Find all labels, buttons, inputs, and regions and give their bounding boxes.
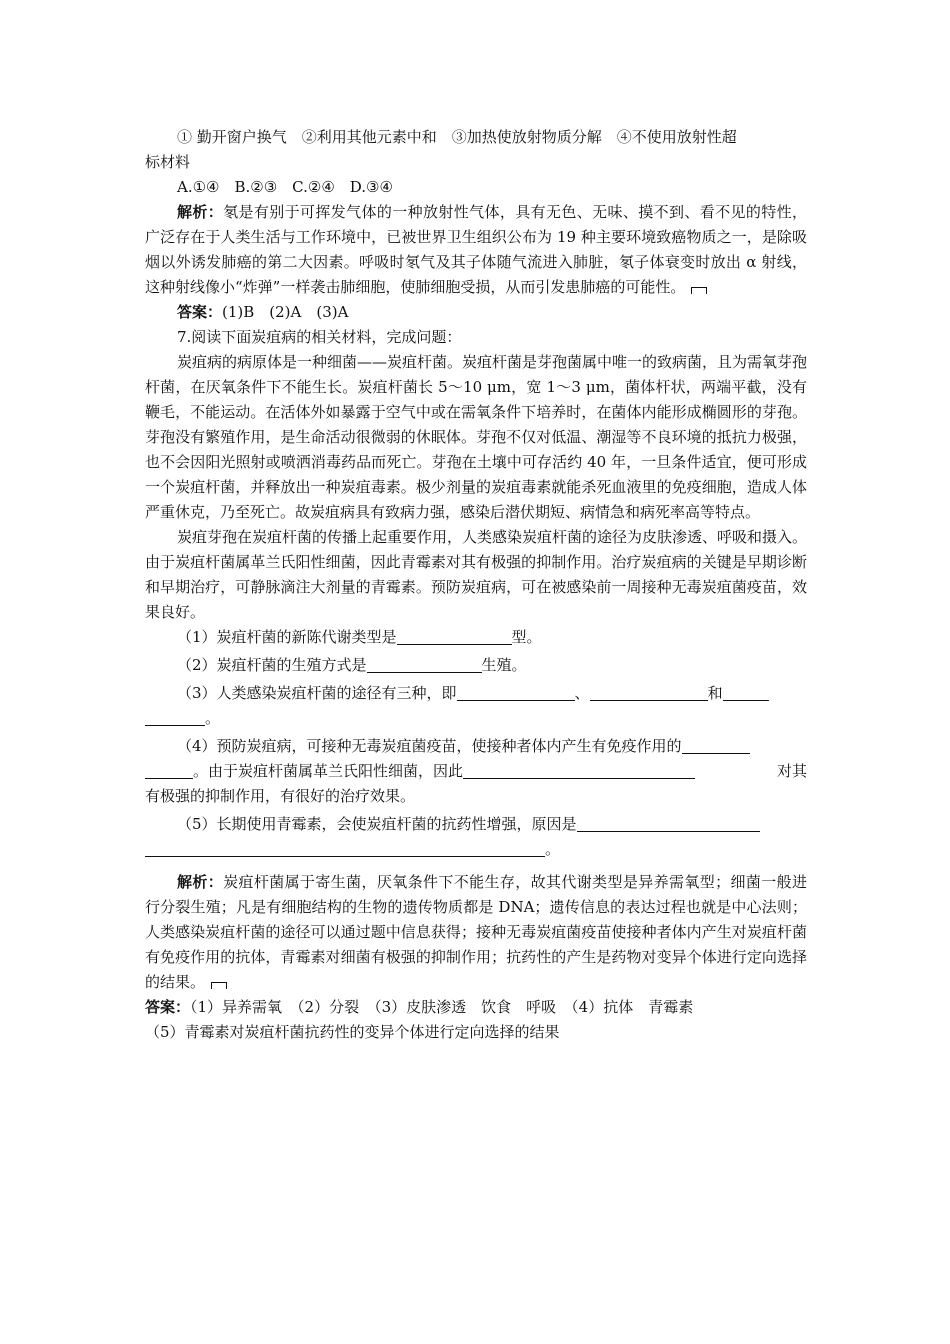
- q7-sub2: [145, 653, 807, 678]
- answer-blank[interactable]: [145, 761, 193, 779]
- answer-blank[interactable]: [682, 736, 750, 754]
- q7-sub4-mid: 。由于炭疽杆菌属革兰氏阳性细菌，因此: [193, 762, 464, 780]
- q7-sub5-end: 。: [545, 840, 561, 858]
- q6-answer-label: 答案：: [177, 303, 223, 321]
- q6-choices: A.①④ B.②③ C.②④ D.③④: [177, 178, 393, 196]
- q7-answer-label: 答案：: [145, 998, 191, 1016]
- document-page: [145, 125, 807, 1045]
- q7-sub5-line-2: [145, 837, 807, 862]
- q7-analysis-label: 解析：: [177, 873, 224, 891]
- answer-blank[interactable]: [723, 683, 769, 701]
- end-mark-icon: [211, 982, 227, 989]
- q6-options-line-2: [145, 150, 807, 175]
- q7-sub3-sep2: 和: [707, 684, 723, 702]
- q6-answer: [145, 300, 807, 325]
- answer-blank[interactable]: [457, 683, 575, 701]
- q7-sub4-line-3: 有极强的抑制作用，有很好的治疗效果。: [145, 787, 416, 805]
- end-mark-icon: [691, 287, 707, 294]
- q7-sub3-text: （3）人类感染炭疽杆菌的途径有三种，即: [177, 684, 457, 702]
- q6-answer-text: (1)B (2)A (3)A: [222, 303, 349, 321]
- answer-blank[interactable]: [577, 814, 760, 832]
- answer-blank[interactable]: [397, 627, 512, 645]
- q7-material-para-1: 炭疽病的病原体是一种细菌——炭疽杆菌。炭疽杆菌是芽孢菌属中唯一的致病菌，且为需氧芽孢杆菌，在厌氧条件下不能生长。炭疽杆菌长 5～10 μm，宽 1～3 μm，菌体杆状，两端平截，没有鞭毛，不能运动。在活体外如暴露于空气中或在需氧条件下培养时，在菌体内能形成椭圆形的芽孢。芽孢没有繁殖作用，是生命活动很微弱的休眠体。芽孢不仅对低温、潮湿等不良环境的抵抗力极强，也不会因阳光照射或喷洒消毒药品而死亡。芽孢在土壤中可存活约 40 年，一旦条件适宜，便可形成一个炭疽杆菌，并释放出一种炭疽毒素。极少剂量的炭疽毒素就能杀死血液里的免疫细胞，造成人体严重休克，乃至死亡。故炭疽病具有致病力强，感染后潜伏期短、病情急和病死率高等特点。: [145, 353, 808, 521]
- q7-sub3-line-2: [145, 706, 807, 731]
- q7-title: 7.阅读下面炭疽病的相关材料，完成问题：: [177, 328, 462, 346]
- q7-sub2-post: 生殖。: [481, 656, 527, 674]
- q6-analysis: [145, 200, 807, 300]
- q7-answer-text-1: （1）异养需氧 （2）分裂 （3）皮肤渗透 饮食 呼吸 （4）抗体 青霉素: [190, 998, 694, 1016]
- answer-blank[interactable]: [145, 708, 205, 726]
- q7-sub3: [145, 681, 807, 706]
- q7-sub4: [145, 734, 807, 759]
- q7-sub5: [145, 812, 807, 837]
- answer-blank[interactable]: [367, 655, 482, 673]
- q6-options-line: [145, 125, 807, 150]
- answer-blank[interactable]: [463, 761, 695, 779]
- q6-options-text-b: 标材料: [145, 153, 191, 171]
- q7-answer: [145, 995, 807, 1020]
- q7-sub1-text: （1）炭疽杆菌的新陈代谢类型是: [177, 628, 397, 646]
- answer-blank[interactable]: [590, 683, 708, 701]
- q7-sub1-post: 型。: [511, 628, 542, 646]
- q7-sub2-text: （2）炭疽杆菌的生殖方式是: [177, 656, 367, 674]
- q7-answer-line-2: （5）青霉素对炭疽杆菌抗药性的变异个体进行定向选择的结果: [145, 1023, 560, 1041]
- q7-sub4-line-2: [145, 759, 807, 784]
- q7-analysis-text: 炭疽杆菌属于寄生菌，厌氧条件下不能生存，故其代谢类型是异养需氧型；细菌一般进行分裂生殖；凡是有细胞结构的生物的遗传物质都是 DNA；遗传信息的表达过程也就是中心法则；人类感染炭疽杆菌的途径可以通过题中信息获得；接种无毒炭疽菌疫苗使接种者体内产生对炭疽杆菌有免疫作用的抗体，青霉素对细菌有极强的抑制作用；抗药性的产生是药物对变异个体进行定向选择的结果。: [145, 873, 807, 991]
- q6-options-text-a: ① 勤开窗户换气 ②利用其他元素中和 ③加热使放射物质分解 ④不使用放射性超: [177, 128, 737, 146]
- q7-sub3-end: 。: [205, 709, 221, 727]
- q7-analysis: [145, 870, 807, 995]
- q6-analysis-text: 氡是有别于可挥发气体的一种放射性气体，具有无色、无味、摸不到、看不见的特性，广泛存在于人类生活与工作环境中，已被世界卫生组织公布为 19 种主要环境致癌物质之一，是除吸烟以外诱发肺癌的第二大因素。呼吸时氡气及其子体随气流进入肺脏，氡子体衰变时放出 α 射线，这种射线像小“炸弹”一样袭击肺细胞，使肺细胞受损，从而引发患肺癌的可能性。: [145, 203, 807, 296]
- q7-sub3-sep1: 、: [574, 684, 590, 702]
- q7-sub5-text: （5）长期使用青霉素，会使炭疽杆菌的抗药性增强，原因是: [177, 815, 577, 833]
- q6-analysis-label: 解析：: [177, 203, 224, 221]
- q7-sub4-post-a: 对其: [776, 762, 807, 780]
- answer-blank[interactable]: [145, 839, 545, 857]
- q7-material-para-2: 炭疽芽孢在炭疽杆菌的传播上起重要作用，人类感染炭疽杆菌的途径为皮肤渗透、呼吸和摄入。由于炭疽杆菌属革兰氏阳性细菌，因此青霉素对其有极强的抑制作用。治疗炭疽病的关键是早期诊断和早期治疗，可静脉滴注大剂量的青霉素。预防炭疽病，可在被感染前一周接种无毒炭疽菌疫苗，效果良好。: [145, 528, 808, 621]
- q7-sub1: [145, 625, 807, 650]
- q7-sub4-text: （4）预防炭疽病，可接种无毒炭疽菌疫苗，使接种者体内产生有免疫作用的: [177, 737, 682, 755]
